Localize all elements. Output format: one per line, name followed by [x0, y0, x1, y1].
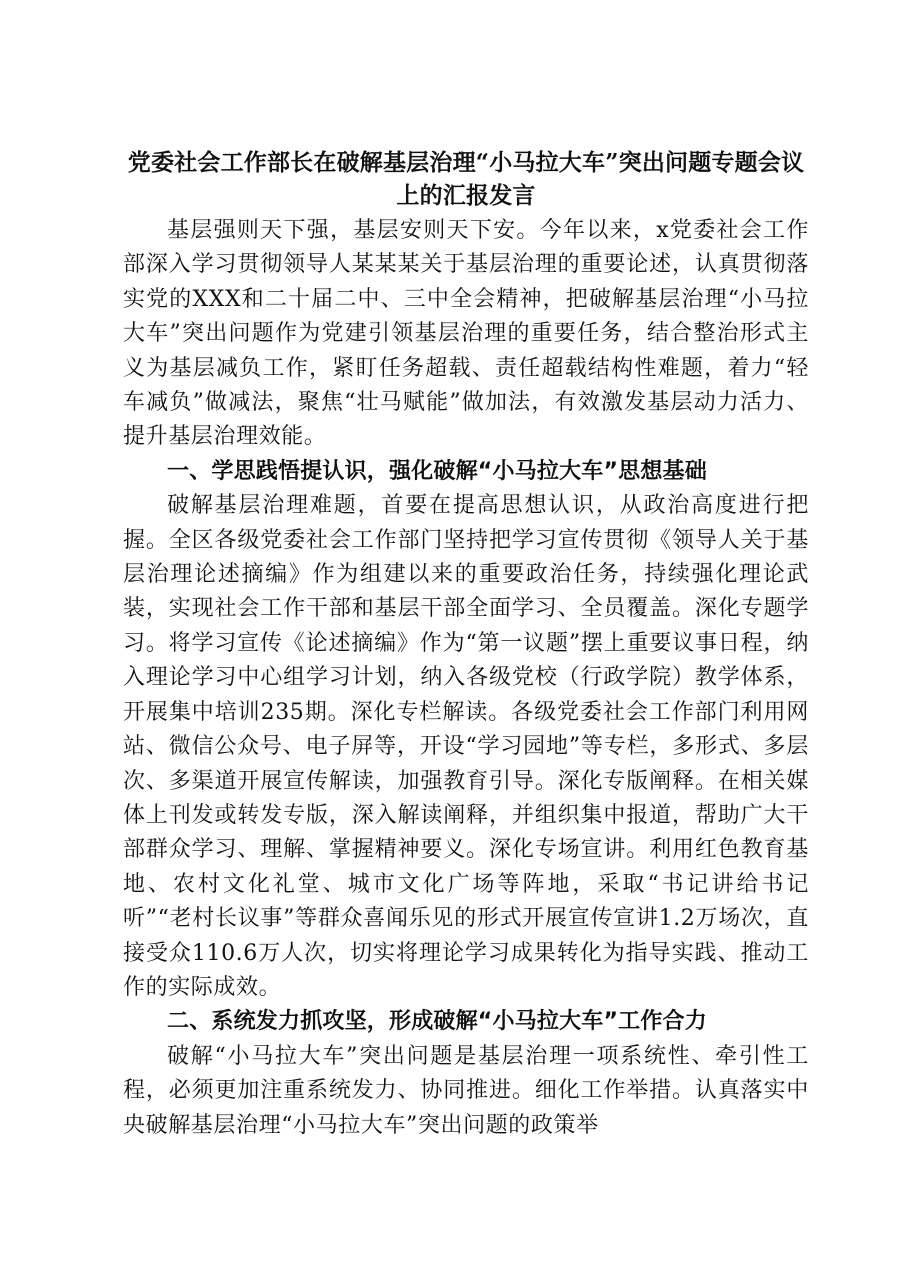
document-body	[123, 146, 809, 1143]
section-2-paragraph: 破解“小马拉大车”突出问题是基层治理一项系统性、牵引性工程，必须更加注重系统发力、协同推进。细化工作举措。认真落实中央破解基层治理“小马拉大车”突出问题的政策举	[123, 1043, 809, 1138]
section-2-heading: 二、系统发力抓攻坚，形成破解“小马拉大车”工作合力	[167, 1009, 707, 1035]
section-1-heading: 一、学思践悟提认识，强化破解“小马拉大车”思想基础	[167, 458, 707, 484]
document-title: 党委社会工作部长在破解基层治理“小马拉大车”突出问题专题会议上的汇报发言	[127, 149, 805, 209]
intro-paragraph: 基层强则天下强，基层安则天下安。今年以来，x党委社会工作部深入学习贯彻领导人某某某关于基层治理的重要论述，认真贯彻落实党的XXX和二十届二中、三中全会精神，把破解基层治理“小马拉大车”突出问题作为党建引领基层治理的重要任务，结合整治形式主义为基层减负工作，紧盯任务超载、责任超载结构性难题，着力“轻车减负”做减法，聚焦“壮马赋能”做加法，有效激发基层动力活力、提升基层治理效能。	[123, 218, 809, 450]
section-1-paragraph: 破解基层治理难题，首要在提高思想认识，从政治高度进行把握。全区各级党委社会工作部门坚持把学习宣传贯彻《领导人关于基层治理论述摘编》作为组建以来的重要政治任务，持续强化理论武装，实现社会工作干部和基层干部全面学习、全员覆盖。深化专题学习。将学习宣传《论述摘编》作为“第一议题”摆上重要议事日程，纳入理论学习中心组学习计划，纳入各级党校（行政学院）教学体系，开展集中培训235期。深化专栏解读。各级党委社会工作部门利用网站、微信公众号、电子屏等，开设“学习园地”等专栏，多形式、多层次、多渠道开展宣传解读，加强教育引导。深化专版阐释。在相关媒体上刊发或转发专版，深入解读阐释，并组织集中报道，帮助广大干部群众学习、理解、掌握精神要义。深化专场宣讲。利用红色教育基地、农村文化礼堂、城市文化广场等阵地，采取“书记讲给书记听”“老村长议事”等群众喜闻乐见的形式开展宣传宣讲1.2万场次，直接受众110.6万人次，切实将理论学习成果转化为指导实践、推动工作的实际成效。	[123, 493, 809, 1000]
